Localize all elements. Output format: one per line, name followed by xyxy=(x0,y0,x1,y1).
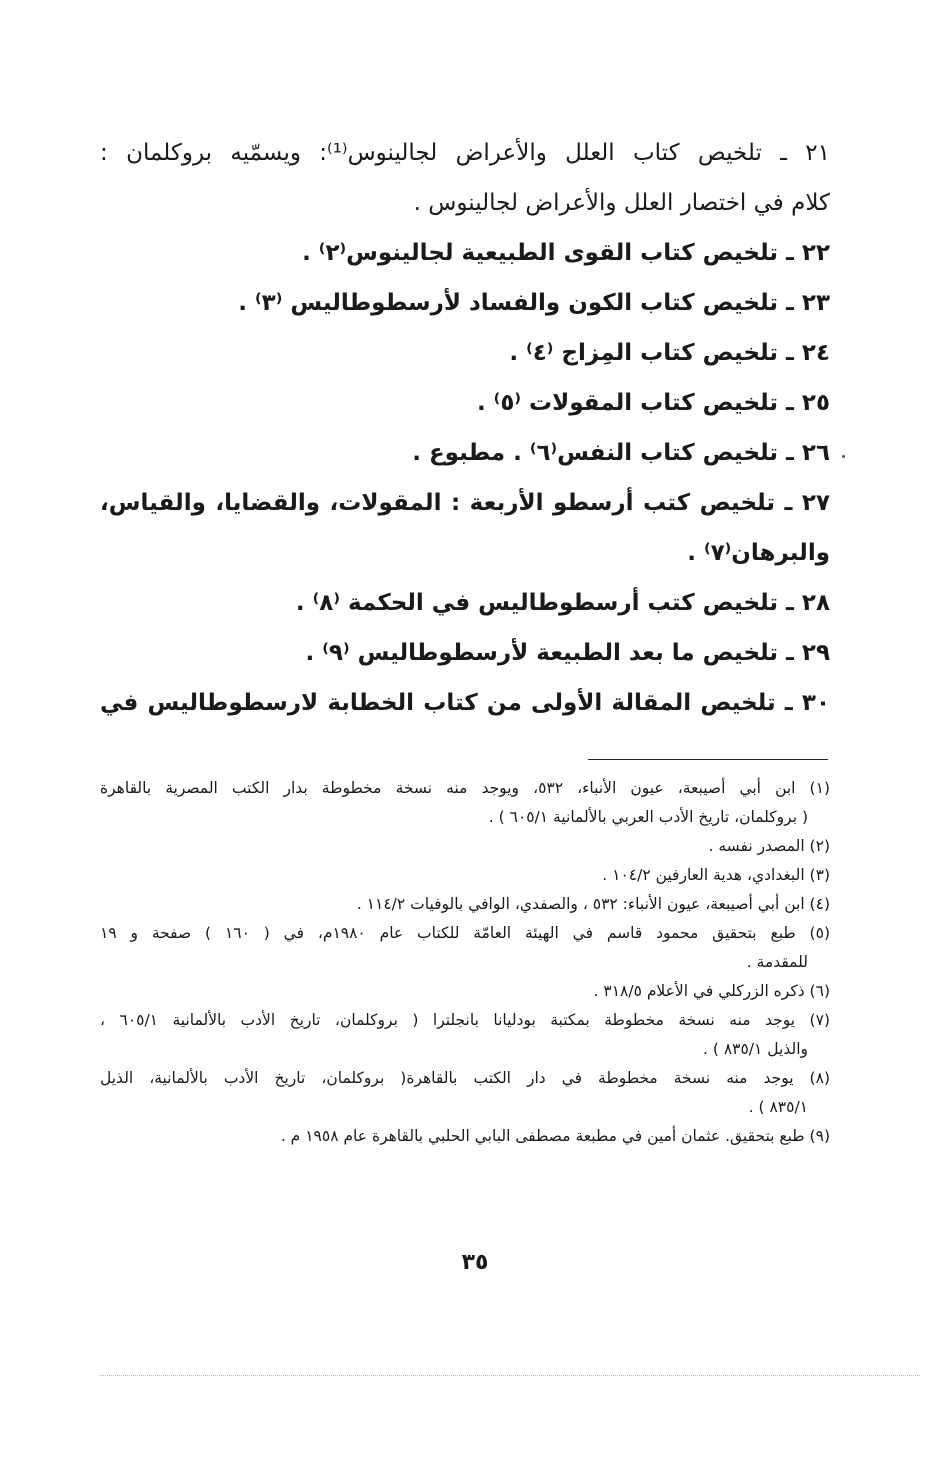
footnote-8-line-1: (٨) يوجد منه نسخة مخطوطة في دار الكتب بالقاهرة( بروكلمان، تاريخ الأدب بالألمانية، الذيل xyxy=(100,1069,830,1087)
footnotes xyxy=(100,774,830,1151)
entry-23: ٢٣ ـ تلخيص كتاب الكون والفساد لأرسطوطاليس ⁽٣⁾ . xyxy=(238,290,830,316)
entry-21-line-2: كلام في اختصار العلل والأعراض لجالينوس . xyxy=(413,190,830,216)
footnote-5-line-1: (٥) طبع بتحقيق محمود قاسم في الهيئة العامّة للكتاب عام ١٩٨٠م، في ( ١٦٠ ) صفحة و ١٩ xyxy=(100,924,830,942)
entry-25: ٢٥ ـ تلخيص كتاب المقولات ⁽٥⁾ . xyxy=(476,390,830,416)
footnote-1-line-2: ( بروكلمان، تاريخ الأدب العربي بالألمانية ٦٠٥/١ ) . xyxy=(488,808,808,826)
footnote-3: (٣) البغدادي، هدية العارفين ١٠٤/٢ . xyxy=(602,866,830,884)
entry-22: ٢٢ ـ تلخيص كتاب القوى الطبيعية لجالينوس⁽٢⁾ . xyxy=(302,240,830,266)
footnote-9: (٩) طبع بتحقيق. عثمان أمين في مطبعة مصطفى البابي الحلبي بالقاهرة عام ١٩٥٨ م . xyxy=(280,1127,830,1145)
entry-27-line-2: والبرهان⁽٧⁾ . xyxy=(687,540,830,566)
entry-27-line-1: ٢٧ ـ تلخيص كتب أرسطو الأربعة : المقولات، والقضايا، والقياس، xyxy=(100,490,830,516)
entry-26: ٢٦ ـ تلخيص كتاب النفس⁽٦⁾ . مطبوع . xyxy=(412,440,830,466)
scan-edge-line xyxy=(100,1375,920,1376)
entry-24: ٢٤ ـ تلخيص كتاب المِزاج ⁽٤⁾ . xyxy=(509,340,830,366)
footnote-7-line-1: (٧) يوجد منه نسخة مخطوطة بمكتبة بودليانا بانجلترا ( بروكلمان، تاريخ الأدب بالألمانية ٦٠٥/١ ، xyxy=(100,1011,830,1029)
page-number: ٣٥ xyxy=(461,1250,489,1275)
footnote-separator xyxy=(588,759,828,760)
footnote-1-line-1: (١) ابن أبي أصيبعة، عيون الأنباء، ٥٣٢، ويوجد منه نسخة مخطوطة بدار الكتب المصرية بالقاهرة xyxy=(100,779,830,797)
footnote-8-line-2: ٨٣٥/١ ) . xyxy=(748,1098,808,1116)
footnote-7-line-2: والذيل ٨٣٥/١ ) . xyxy=(703,1040,808,1058)
scan-speck xyxy=(842,455,845,458)
entry-28: ٢٨ ـ تلخيص كتب أرسطوطاليس في الحكمة ⁽٨⁾ . xyxy=(295,590,830,616)
entry-21-line-1: ٢١ ـ تلخيص كتاب العلل والأعراض لجالينوس⁽¹⁾: ويسمّيه بروكلمان : xyxy=(100,140,830,166)
footnote-2: (٢) المصدر نفسه . xyxy=(708,837,830,855)
main-text xyxy=(100,128,830,728)
footnote-6: (٦) ذكره الزركلي في الأعلام ٣١٨/٥ . xyxy=(593,982,830,1000)
footnote-4: (٤) ابن أبي أصيبعة، عيون الأنباء: ٥٣٢ ، والصفدي، الوافي بالوفيات ١١٤/٢ . xyxy=(356,895,830,913)
entry-30-line-1: ٣٠ ـ تلخيص المقالة الأولى من كتاب الخطابة لارسطوطاليس في xyxy=(100,690,830,716)
entry-29: ٢٩ ـ تلخيص ما بعد الطبيعة لأرسطوطاليس ⁽٩⁾ . xyxy=(305,640,830,666)
footnote-5-line-2: للمقدمة . xyxy=(746,953,808,971)
